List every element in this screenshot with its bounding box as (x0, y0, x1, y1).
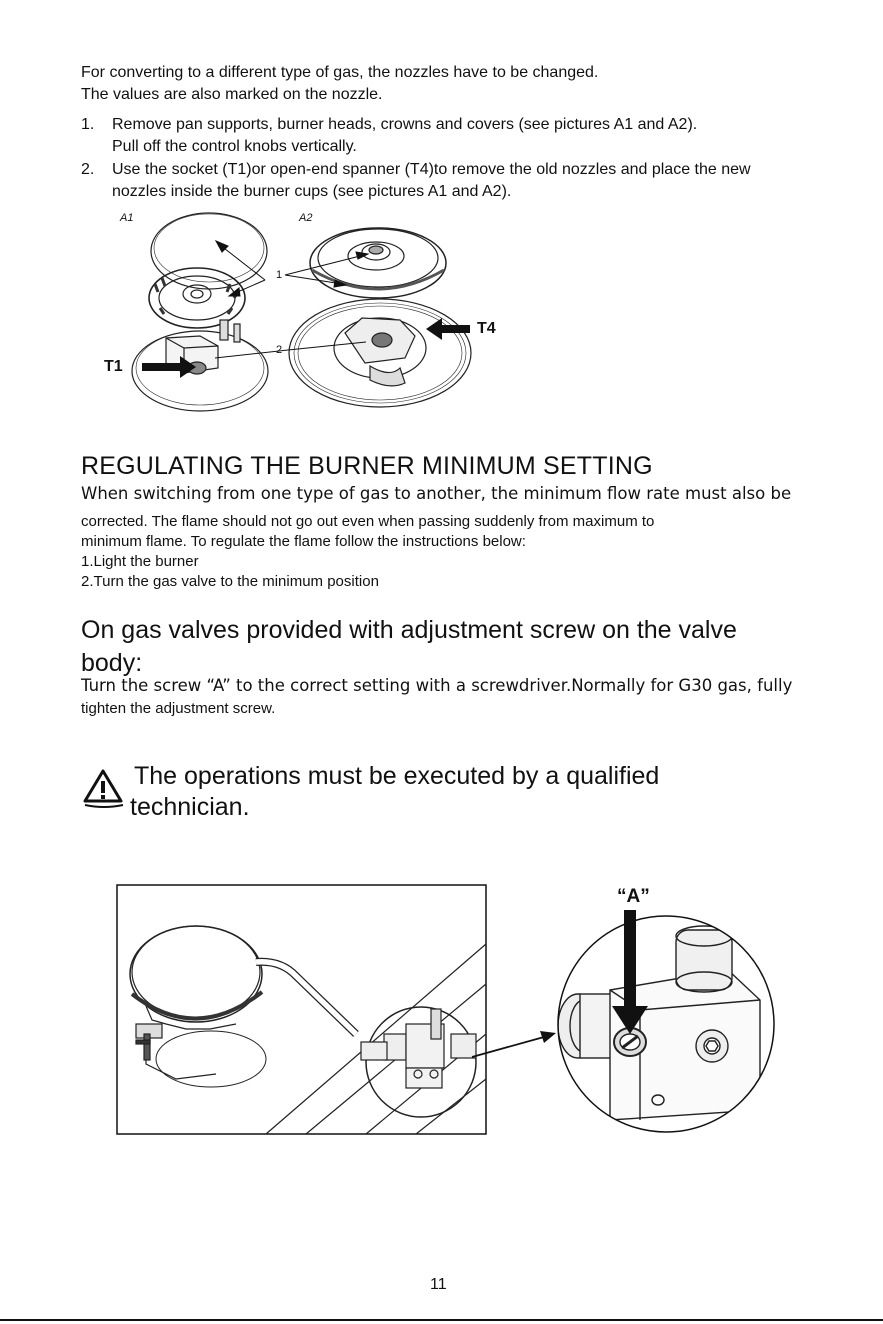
intro-line-2: The values are also marked on the nozzle. (81, 86, 383, 103)
section2-lead: Turn the screw “A” to the correct setting with a screwdriver.Normally for G30 gas, fully (81, 676, 793, 695)
callout-1: 1 (276, 269, 283, 281)
section-title-valve-line-1: On gas valves provided with adjustment screw on the valve (81, 616, 737, 644)
section1-body-3: 1.Light the burner (81, 553, 199, 570)
label-a2: A2 (299, 212, 313, 224)
page-bottom-rule (0, 1319, 883, 1321)
section1-body-2: minimum flame. To regulate the flame follow the instructions below: (81, 533, 526, 550)
label-t4: T4 (477, 320, 496, 337)
warning-line-2: technician. (130, 793, 250, 821)
page-number: 11 (430, 1276, 447, 1293)
step-1-line-2: Pull off the control knobs vertically. (112, 138, 357, 155)
label-screw-a: “A” (617, 886, 650, 907)
label-t1: T1 (104, 358, 123, 375)
section-title-regulating: REGULATING THE BURNER MINIMUM SETTING (81, 452, 653, 480)
warning-triangle-icon (82, 768, 126, 808)
section1-lead: When switching from one type of gas to another, the minimum flow rate must also be (81, 484, 792, 503)
valve-location-figure (116, 884, 488, 1136)
section1-body-4: 2.Turn the gas valve to the minimum position (81, 573, 379, 590)
section2-body: tighten the adjustment screw. (81, 700, 276, 717)
burner-exploded-figure (100, 208, 520, 438)
intro-line-1: For converting to a different type of gas, the nozzles have to be changed. (81, 64, 599, 81)
callout-2: 2 (276, 344, 283, 356)
valve-zoom-figure (550, 910, 784, 1140)
detail-callout-arrow (470, 1025, 562, 1065)
t4-arrow (426, 318, 470, 340)
step-2-number: 2. (81, 161, 95, 178)
step-2-line-1: Use the socket (T1)or open-end spanner (T4)to remove the old nozzles and place the new (112, 161, 751, 178)
step-1-line-1: Remove pan supports, burner heads, crowns and covers (see pictures A1 and A2). (112, 116, 698, 133)
step-1-number: 1. (81, 116, 95, 133)
section-title-valve-line-2: body: (81, 649, 143, 677)
section1-body-1: corrected. The flame should not go out even when passing suddenly from maximum to (81, 513, 655, 530)
warning-line-1: The operations must be executed by a qualified (134, 762, 660, 790)
label-a1: A1 (120, 212, 134, 224)
step-2-line-2: nozzles inside the burner cups (see pictures A1 and A2). (112, 183, 512, 200)
